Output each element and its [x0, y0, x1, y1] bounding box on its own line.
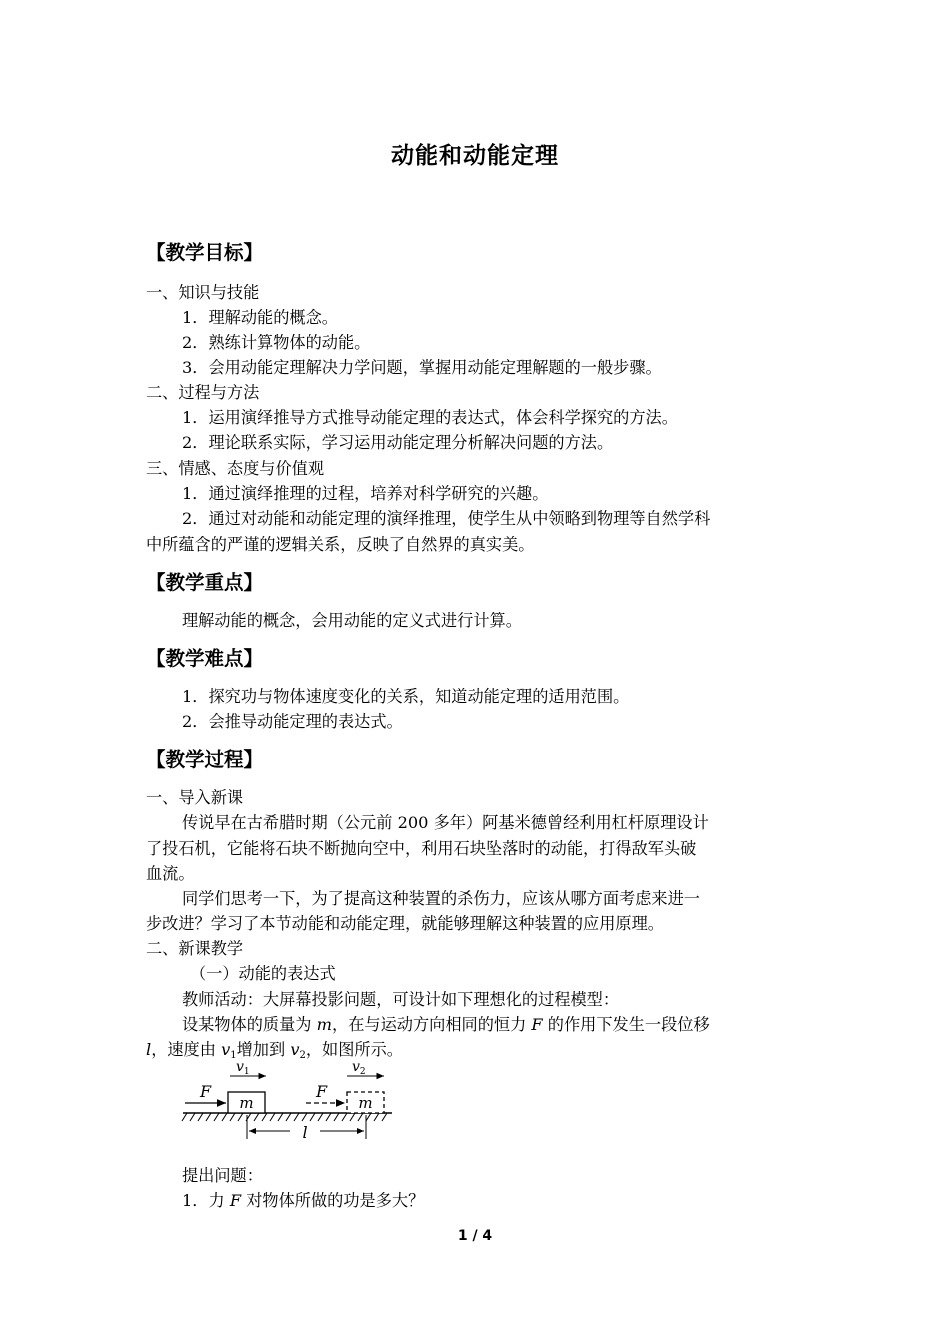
symbol-F: F [229, 1191, 242, 1210]
text-run: ，速度由 [151, 1040, 222, 1059]
mass-label: m [358, 1094, 373, 1112]
goal-item-cont: 中所蕴含的严谨的逻辑关系，反映了自然界的真实美。 [146, 535, 535, 554]
goal-section-2: 二、过程与方法 [146, 383, 260, 402]
text-run: ，如图所示。 [305, 1040, 403, 1059]
velocity-subscript: 1 [243, 1067, 250, 1077]
text-run: 1．力 [182, 1191, 230, 1210]
force-label: F [200, 1082, 212, 1101]
process-paragraph: 同学们思考一下，为了提高这种装置的杀伤力，应该从哪方面考虑来进一 [182, 889, 700, 908]
goal-item: 2．通过对动能和动能定理的演绎推理，使学生从中领略到物理等自然学科 [182, 509, 711, 528]
goal-section-1: 一、知识与技能 [146, 283, 260, 302]
velocity-label-2 [352, 1059, 366, 1077]
goal-item: 1．理解动能的概念。 [182, 308, 338, 327]
symbol-F: F [531, 1015, 543, 1034]
subscript: 1 [230, 1050, 237, 1061]
difficulty-item: 1．探究功与物体速度变化的关系，知道动能定理的适用范围。 [182, 687, 630, 706]
heading-goals: 【教学目标】 [146, 241, 264, 264]
goal-item: 2．理论联系实际，学习运用动能定理分析解决问题的方法。 [182, 433, 614, 452]
goal-item: 3．会用动能定理解决力学问题，掌握用动能定理解题的一般步骤。 [182, 358, 662, 377]
velocity-subscript: 2 [359, 1067, 366, 1077]
symbol-l: l [146, 1040, 152, 1059]
velocity-label-1 [236, 1059, 250, 1077]
symbol-m: m [316, 1015, 333, 1034]
process-paragraph: 教师活动：大屏幕投影问题，可设计如下理想化的过程模型： [182, 990, 620, 1009]
question-item [182, 1190, 846, 1212]
goal-item: 1．运用演绎推导方式推导动能定理的表达式，体会科学探究的方法。 [182, 408, 678, 427]
mass-label: m [239, 1094, 254, 1112]
subscript: 2 [299, 1050, 306, 1061]
text-run: 的作用下发生一段位移 [542, 1015, 710, 1034]
process-paragraph [182, 1014, 846, 1036]
force-label: F [316, 1082, 328, 1101]
heading-key-point: 【教学重点】 [146, 571, 264, 594]
symbol-v: v [290, 1040, 300, 1059]
process-section-2: 二、新课教学 [146, 939, 244, 958]
text-run: 增加到 [236, 1040, 291, 1059]
heading-difficulty: 【教学难点】 [146, 647, 264, 670]
process-paragraph: 步改进？学习了本节动能和动能定理，就能够理解这种装置的应用原理。 [146, 914, 664, 933]
symbol-v: v [221, 1040, 231, 1059]
process-paragraph: 血流。 [146, 864, 195, 883]
text-run: ，在与运动方向相同的恒力 [332, 1015, 532, 1034]
key-point-text: 理解动能的概念，会用动能的定义式进行计算。 [182, 611, 522, 630]
process-paragraph: 传说早在古希腊时期（公元前 200 多年）阿基米德曾经利用杠杆原理设计 [182, 813, 709, 832]
text-run: 对物体所做的功是多大？ [241, 1191, 425, 1210]
process-subsection: （一）动能的表达式 [190, 964, 336, 983]
motion-diagram [180, 1055, 395, 1145]
goal-section-3: 三、情感、态度与价值观 [146, 459, 325, 478]
heading-process: 【教学过程】 [146, 748, 264, 771]
goal-item: 2．熟练计算物体的动能。 [182, 333, 371, 352]
difficulty-item: 2．会推导动能定理的表达式。 [182, 712, 403, 731]
process-paragraph: 了投石机，它能将石块不断抛向空中，利用石块坠落时的动能，打得敌军头破 [146, 839, 697, 858]
text-run: 设某物体的质量为 [182, 1015, 317, 1034]
page-title: 动能和动能定理 [391, 143, 559, 169]
goal-item: 1．通过演绎推理的过程，培养对科学研究的兴趣。 [182, 484, 549, 503]
page-number: 1 / 4 [457, 1228, 493, 1244]
displacement-label: l [302, 1123, 308, 1142]
velocity-symbol: v [236, 1059, 244, 1075]
question-title: 提出问题： [182, 1166, 263, 1185]
ground-hatching [182, 1113, 387, 1121]
process-section-1: 一、导入新课 [146, 788, 244, 807]
velocity-symbol: v [352, 1059, 360, 1075]
